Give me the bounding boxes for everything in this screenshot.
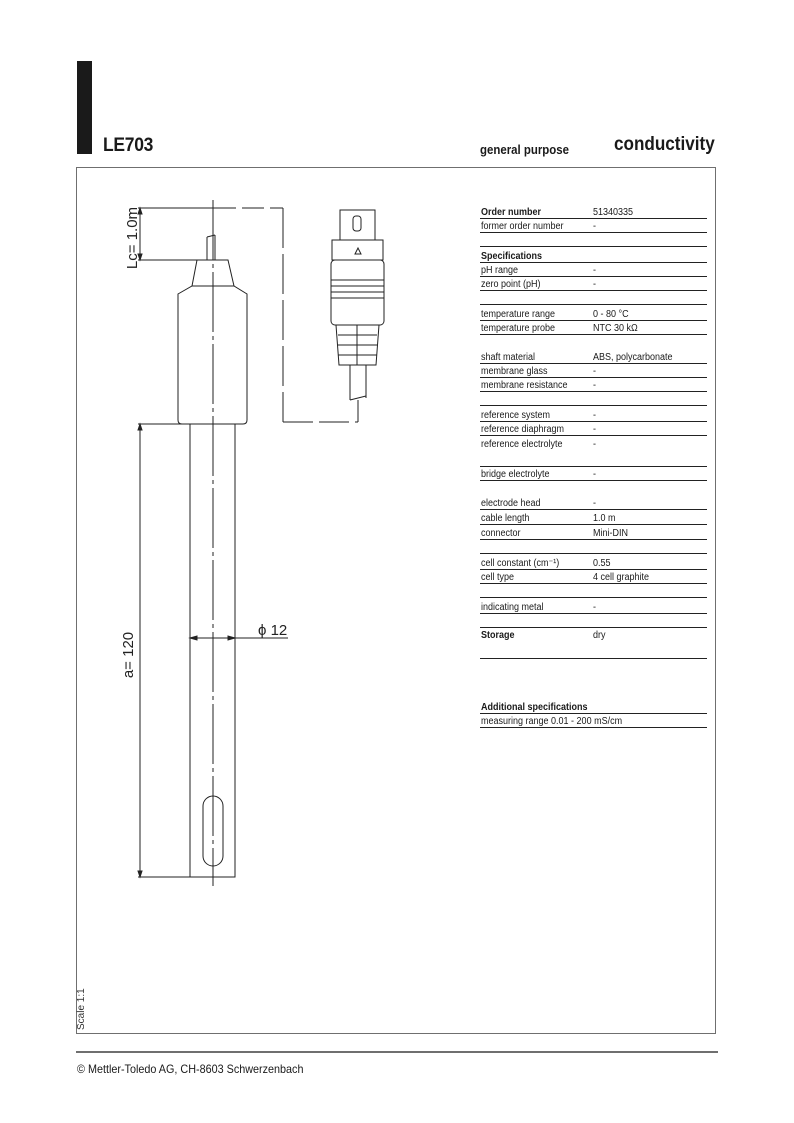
value: 51340335 [593,207,634,218]
value: - [593,410,597,421]
cable-length-label: Lc= 1.0m [124,206,141,270]
value: - [593,265,597,276]
scale-label: Scale 1:1 [76,988,87,1030]
row-membrane-glass [480,364,707,378]
row-shaft-material [480,350,707,364]
row-bridge-electrolyte [480,467,707,481]
row-specifications-heading [480,249,707,263]
value: - [593,366,597,377]
copyright: © Mettler-Toledo AG, CH-8603 Schwerzenbach [77,1062,304,1076]
row-measuring-range [480,714,707,728]
label: former order number [481,221,564,232]
label: reference diaphragm [481,424,565,435]
label: Additional specifications [481,702,588,713]
value: 0 - 80 °C [593,309,629,320]
row-reference-electrolyte [480,436,707,450]
spacer-row [480,233,707,247]
value: 4 cell graphite [593,572,650,583]
label: cell type [481,572,515,583]
label: measuring range 0.01 - 200 mS/cm [481,716,623,727]
label: membrane glass [481,366,548,377]
value: - [593,439,597,450]
value: - [593,279,597,290]
row-electrode-head [480,496,707,510]
label: shaft material [481,352,536,363]
spacer-row [480,451,707,467]
label: temperature probe [481,323,556,334]
label: electrode head [481,498,541,509]
spacer-row [480,392,707,406]
value: - [593,221,597,232]
label: indicating metal [481,602,544,613]
value: Mini-DIN [593,528,629,539]
label: membrane resistance [481,380,568,391]
row-cell-constant [480,556,707,570]
category-title: conductivity [614,134,715,155]
row-membrane-resistance [480,378,707,392]
label: temperature range [481,309,556,320]
value: - [593,424,597,435]
value: - [593,602,597,613]
label: bridge electrolyte [481,469,550,480]
row-connector [480,526,707,540]
row-ph-range [480,263,707,277]
spacer-row [480,540,707,554]
value: - [593,498,597,509]
label: connector [481,528,521,539]
model-title: LE703 [103,135,154,156]
footer-divider [76,1051,718,1053]
spacer-row [480,614,707,628]
label: Order number [481,207,542,218]
row-former-order-number [480,219,707,233]
value: - [593,469,597,480]
row-reference-system [480,408,707,422]
value: 0.55 [593,558,611,569]
label: cable length [481,513,530,524]
row-zero-point [480,277,707,291]
label: reference electrolyte [481,439,563,450]
label: Storage [481,630,515,641]
row-additional-heading [480,700,707,714]
value: 1.0 m [593,513,616,524]
spacer-row [480,584,707,598]
diameter-label: ϕ 12 [258,622,288,639]
value: ABS, polycarbonate [593,352,673,363]
value: dry [593,630,606,641]
row-cable-length [480,511,707,525]
label: pH range [481,265,519,276]
label: reference system [481,410,551,421]
label: zero point (pH) [481,279,541,290]
subtitle: general purpose [480,142,570,157]
value: NTC 30 kΩ [593,323,638,334]
row-indicating-metal [480,600,707,614]
row-cell-type [480,570,707,584]
spacer-row [480,291,707,305]
row-temperature-probe [480,321,707,335]
length-label: a= 120 [120,631,137,679]
value: - [593,380,597,391]
row-temperature-range [480,307,707,321]
label: cell constant (cm⁻¹) [481,558,560,569]
row-reference-diaphragm [480,422,707,436]
row-storage [480,629,707,659]
label: Specifications [481,251,543,262]
row-order-number [480,205,707,219]
